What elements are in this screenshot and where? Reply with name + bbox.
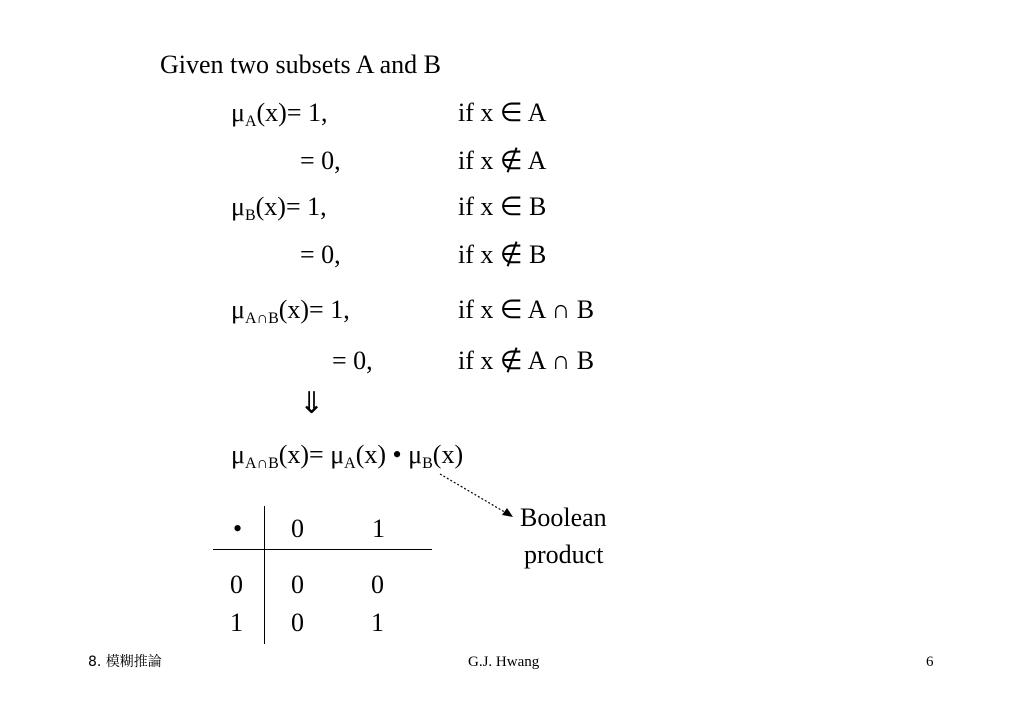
- formula-part: (x)=: [278, 440, 331, 469]
- table-col-header: 0: [291, 514, 304, 543]
- mu-symbol: μ: [231, 98, 245, 127]
- condition: if x ∈ A ∩ B: [458, 295, 595, 324]
- mu-symbol: μ: [330, 440, 345, 469]
- annotation-line-1: Boolean: [520, 503, 607, 532]
- slide-heading: Given two subsets A and B: [160, 50, 441, 79]
- table-cell: 0: [291, 608, 304, 637]
- condition: if x ∉ A: [458, 146, 547, 175]
- subscript: B: [244, 207, 256, 224]
- table-vertical-rule: [264, 506, 265, 644]
- condition: if x ∈ A: [458, 98, 547, 127]
- subscript: A∩B: [244, 455, 279, 472]
- table-horizontal-rule: [213, 549, 432, 550]
- table-cell: 1: [371, 608, 384, 637]
- table-operator: •: [233, 514, 243, 543]
- subscript: A: [344, 455, 356, 472]
- lhs-zero: = 0,: [332, 346, 373, 375]
- footer-author: G.J. Hwang: [468, 654, 540, 670]
- table-row-header: 1: [230, 608, 243, 637]
- subscript: A: [244, 113, 257, 130]
- formula-part: (x) •: [355, 440, 409, 469]
- formula-part: (x): [432, 440, 464, 469]
- condition: if x ∉ B: [458, 240, 547, 269]
- condition: if x ∉ A ∩ B: [458, 346, 595, 375]
- down-double-arrow-icon: ⇓: [299, 387, 325, 420]
- mu-symbol: μ: [408, 440, 423, 469]
- subscript: A∩B: [244, 310, 279, 327]
- mu-symbol: μ: [231, 440, 245, 469]
- page-number: 6: [926, 654, 934, 670]
- lhs-zero: = 0,: [300, 240, 341, 269]
- annotation-line-2: product: [524, 540, 604, 569]
- mu-symbol: μ: [231, 192, 245, 221]
- table-cell: 0: [291, 570, 304, 599]
- footer-chapter: 8. 模糊推論: [88, 654, 162, 670]
- table-col-header: 1: [372, 514, 385, 543]
- table-row-header: 0: [230, 570, 243, 599]
- lhs-tail: (x)= 1,: [256, 98, 328, 127]
- condition: if x ∈ B: [458, 192, 547, 221]
- lhs-zero: = 0,: [300, 146, 341, 175]
- mu-symbol: μ: [231, 295, 245, 324]
- lhs-tail: (x)= 1,: [278, 295, 350, 324]
- subscript: B: [422, 455, 433, 472]
- lhs-tail: (x)= 1,: [255, 192, 327, 221]
- table-cell: 0: [371, 570, 384, 599]
